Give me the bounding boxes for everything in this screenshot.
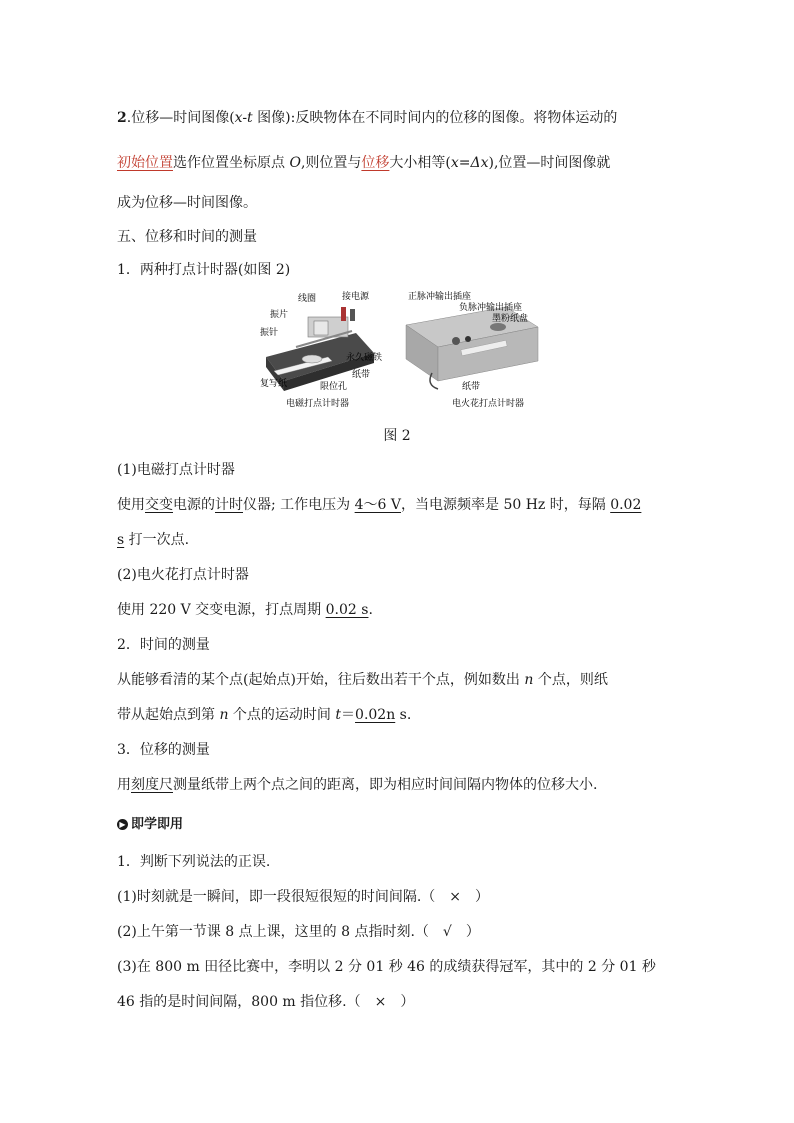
right-timer-title: 电火花打点计时器	[452, 399, 525, 409]
label-positive-pulse-socket: 正脉冲输出插座	[408, 292, 472, 302]
label-limit-hole: 限位孔	[320, 382, 348, 392]
paragraph-xt-graph-line2: 初始位置选作位置坐标原点 O,则位置与位移大小相等(x=Δx),位置—时间图像就	[117, 155, 611, 171]
statement-3-line2: 46 指的是时间间隔，800 m 指位移.（ × ）	[117, 994, 415, 1010]
paragraph-xt-graph-line3: 成为位移—时间图像。	[117, 195, 257, 211]
label-coil: 线圈	[298, 294, 317, 304]
statement-3-line1: (3)在 800 m 田径比赛中，李明以 2 分 01 秒 46 的成绩获得冠军，其中的 2 分 01 秒	[117, 959, 656, 975]
highlight-displacement: 位移	[361, 155, 390, 171]
timers-illustration	[256, 285, 546, 413]
label-toner-disk: 墨粉纸盘	[492, 314, 529, 324]
figure-caption: 图 2	[383, 428, 411, 444]
statement-2: (2)上午第一节课 8 点上课，这里的 8 点指时刻.（ √ ）	[117, 924, 480, 940]
item-number: 2	[117, 110, 127, 126]
paragraph-electromagnetic-line1: 使用交变电源的计时仪器; 工作电压为 4～6 V，当电源频率是 50 Hz 时，每隔 0.02	[117, 497, 642, 513]
question-1: 1．判断下列说法的正误.	[117, 854, 271, 870]
statement-1: (1)时刻就是一瞬间，即一段很短很短的时间间隔.（ × ）	[117, 889, 490, 905]
item-1-heading: 1．两种打点计时器(如图 2)	[117, 262, 291, 278]
label-negative-pulse-socket: 负脉冲输出插座	[459, 303, 523, 313]
practice-heading: ▶ 即学即用	[117, 814, 183, 835]
label-paper-tape-right: 纸带	[462, 382, 481, 392]
paragraph-displacement: 用刻度尺测量纸带上两个点之间的距离，即为相应时间间隔内物体的位移大小.	[117, 777, 598, 793]
highlight-initial-position: 初始位置	[117, 155, 173, 171]
section-heading-5: 五、位移和时间的测量	[117, 229, 257, 245]
paragraph-time-line1: 从能够看清的某个点(起始点)开始，往后数出若干个点，例如数出 n 个点，则纸	[117, 672, 608, 688]
paragraph-time-line2: 带从起始点到第 n 个点的运动时间 t＝0.02n s.	[117, 707, 412, 723]
label-carbon-paper: 复写纸	[260, 379, 288, 389]
subheading-spark-timer: (2)电火花打点计时器	[117, 567, 249, 583]
figure-timers	[256, 285, 546, 413]
label-permanent-magnet: 永久磁铁	[346, 353, 383, 363]
item-2-heading: 2．时间的测量	[117, 637, 210, 653]
item-3-heading: 3．位移的测量	[117, 742, 210, 758]
label-vibrating-plate: 振片	[270, 310, 289, 320]
play-icon: ▶	[117, 819, 128, 830]
paragraph-electromagnetic-line2: s 打一次点.	[117, 532, 190, 548]
paragraph-spark-timer: 使用 220 V 交变电源，打点周期 0.02 s.	[117, 602, 373, 618]
left-timer-title: 电磁打点计时器	[286, 399, 350, 409]
label-power: 接电源	[342, 292, 370, 302]
label-vibrating-needle: 振针	[260, 328, 279, 338]
paragraph-xt-graph-line1: 2.位移—时间图像(x-t 图像):反映物体在不同时间内的位移的图像。将物体运动的	[117, 110, 618, 126]
label-paper-tape-left: 纸带	[352, 370, 371, 380]
subheading-electromagnetic-timer: (1)电磁打点计时器	[117, 462, 235, 478]
